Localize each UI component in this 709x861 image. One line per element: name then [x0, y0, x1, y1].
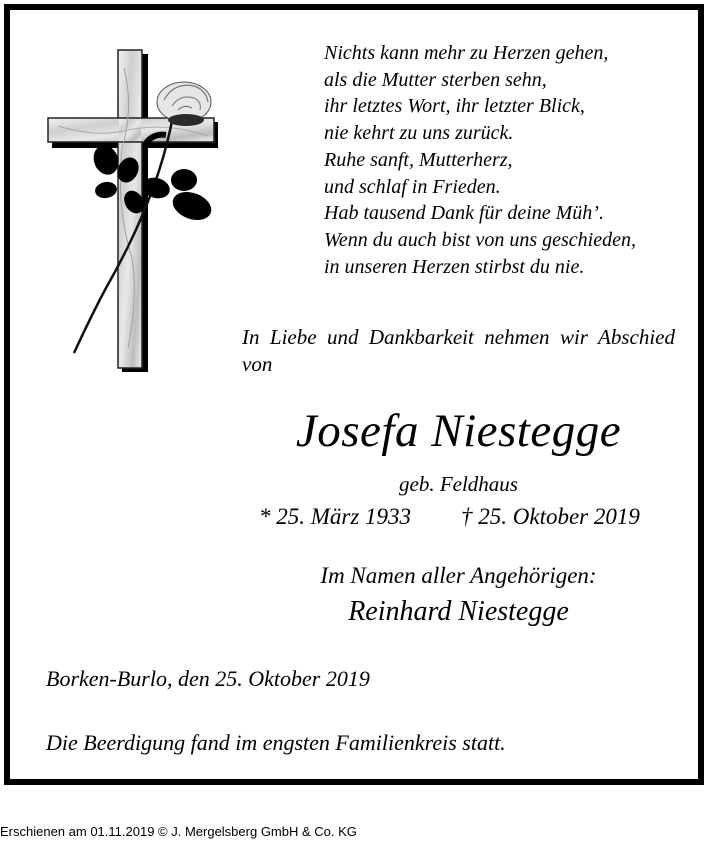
- funeral-note: Die Beerdigung fand im engsten Familienkreis statt.: [46, 730, 506, 755]
- maiden-name: geb. Feldhaus: [399, 472, 518, 496]
- poem-line: ihr letztes Wort, ihr letzter Blick,: [324, 95, 585, 118]
- poem-line: Ruhe sanft, Mutterherz,: [324, 148, 513, 171]
- death-date: † 25. Oktober 2019: [461, 504, 640, 529]
- publication-footer: Erschienen am 01.11.2019 © J. Mergelsberg GmbH & Co. KG: [0, 824, 357, 839]
- deceased-name: Josefa Niestegge: [295, 405, 622, 457]
- poem-line: Hab tausend Dank für deine Müh’.: [324, 202, 604, 225]
- birth-date: * 25. März 1933: [259, 504, 412, 529]
- place-date: Borken-Burlo, den 25. Oktober 2019: [46, 666, 370, 691]
- poem-line: Wenn du auch bist von uns geschieden,: [324, 228, 636, 251]
- poem-line: und schlaf in Frieden.: [324, 175, 501, 198]
- signer-name: Reinhard Niestegge: [348, 596, 569, 627]
- poem-line: als die Mutter sterben sehn,: [324, 68, 547, 91]
- poem-line: nie kehrt zu uns zurück.: [324, 122, 514, 145]
- poem-line: in unseren Herzen stirbst du nie.: [324, 255, 585, 278]
- obituary-notice: [4, 4, 704, 785]
- intro-text: In Liebe und Dankbarkeit nehmen wir Abschied von: [242, 325, 675, 376]
- on-behalf-text: Im Namen aller Angehörigen:: [320, 563, 597, 588]
- cross-with-rose-icon: [46, 48, 221, 378]
- poem: [324, 40, 694, 280]
- poem-line: Nichts kann mehr zu Herzen gehen,: [324, 42, 609, 64]
